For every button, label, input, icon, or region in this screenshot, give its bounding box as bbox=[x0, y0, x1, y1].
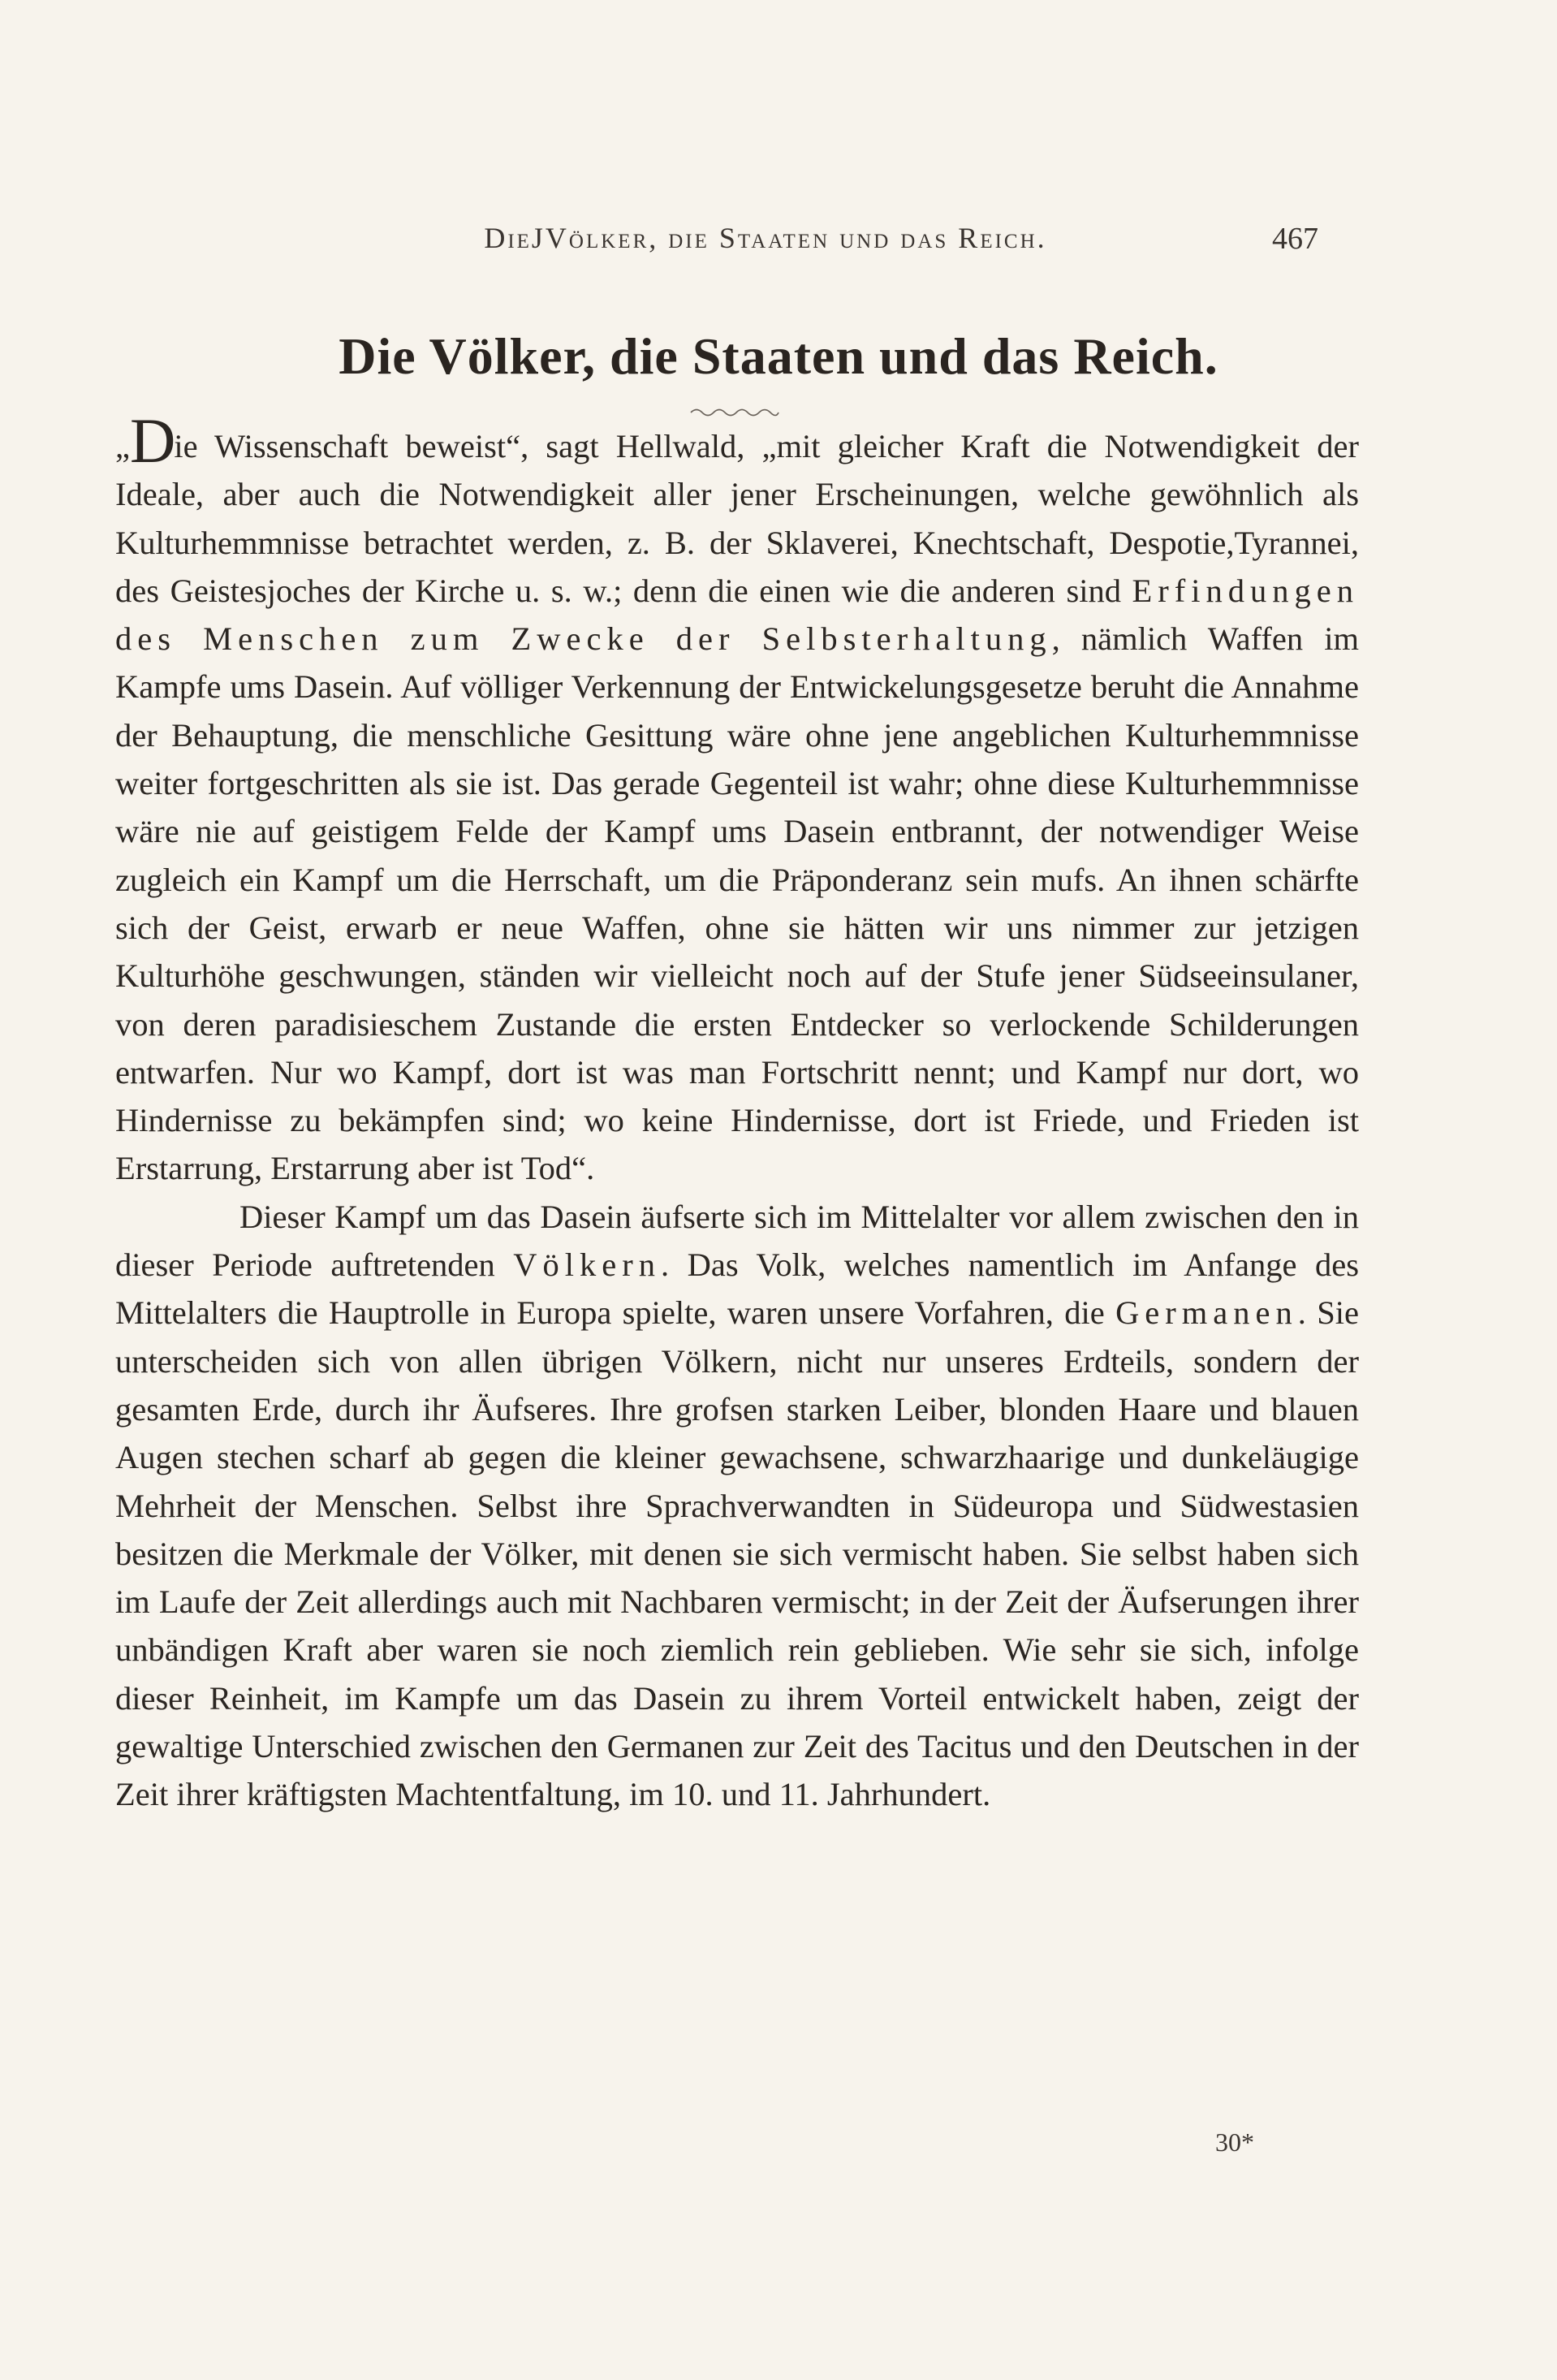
running-title: DieJVölker, die Staaten und das Reich. bbox=[484, 222, 1047, 254]
paragraph-1-emphasis: Erfindungen des Menschen zum Zwecke der Selbsterhaltung bbox=[115, 572, 1359, 658]
paragraph-2-emphasis-voelkern: Völkern bbox=[513, 1246, 661, 1284]
paragraph-2 bbox=[115, 1193, 1359, 1819]
paragraph-1-text-b: , nämlich Waffen im Kampfe ums Dasein. Auf völliger Verkennung der Entwickelungsgesetze beruht die Annahme der Behauptung, die menschliche Gesittung wäre ohne jene angeblichen Kulturhemmnisse weiter fortgeschritten als sie ist. Das gerade Gegenteil ist wahr; ohne diese Kulturhemmnisse wäre nie auf geistigem Felde der Kampf ums Dasein entbrannt, der notwendiger Weise zugleich ein Kampf um die Herrschaft, um die Präponderanz sein mufs. An ihnen schärfte sich der Geist, erwarb er neue Waffen, ohne sie hätten wir uns nimmer zur jetzigen Kulturhöhe geschwungen, ständen wir vielleicht noch auf der Stufe jener Südseeinsulaner, von deren paradisieschem Zustande die ersten Entdecker so verlockende Schilderungen entwarfen. Nur wo Kampf, dort ist was man Fortschritt nennt; und Kampf nur dort, wo Hindernisse zu bekämpfen sind; wo keine Hindernisse, dort ist Friede, und Frieden ist Erstarrung, Erstarrung aber ist Tod“. bbox=[115, 620, 1359, 1187]
body-text bbox=[115, 405, 1359, 1819]
paragraph-2-text-a: Dieser Kampf um das Dasein äufserte sich im Mittelalter vor allem zwischen den in dieser Periode auftretenden bbox=[115, 1198, 1359, 1284]
open-quote: „ bbox=[115, 428, 130, 464]
paragraph-2-text-b: . Das Volk, welches namentlich im Anfange des Mittelalters die Hauptrolle in Europa spielte, waren unsere Vorfahren, die bbox=[115, 1246, 1359, 1332]
wavy-ornament-icon bbox=[689, 404, 780, 419]
paragraph-2-emphasis-germanen: Germanen bbox=[1115, 1294, 1298, 1332]
paragraph-2-text-c: . Sie unterscheiden sich von allen übrigen Völkern, nicht nur unseres Erdteils, sondern der gesamten Erde, durch ihr Äufseres. Ihre grofsen starken Leiber, blonden Haare und blauen Augen stechen scharf ab gegen die kleiner gewachsene, schwarzhaarige und dunkeläugige Mehrheit der Menschen. Selbst ihre Sprachverwandten in Südeuropa und Südwestasien besitzen die Merkmale der Völker, mit denen sie sich vermischt haben. Sie selbst haben sich im Laufe der Zeit allerdings auch mit Nachbaren vermischt; in der Zeit der Äufserungen ihrer unbändigen Kraft aber waren sie noch ziemlich rein geblieben. Wie sehr sie sich, infolge dieser Reinheit, im Kampfe um das Dasein zu ihrem Vorteil entwickelt haben, zeigt der gewaltige Unterschied zwischen den Germanen zur Zeit des Tacitus und den Deutschen in der Zeit ihrer kräftigsten Machtentfaltung, im 10. und 11. Jahrhundert. bbox=[115, 1294, 1359, 1813]
running-head bbox=[213, 221, 1318, 270]
paragraph-1 bbox=[115, 405, 1359, 1193]
chapter-title: Die Völker, die Staaten und das Reich. bbox=[339, 327, 1218, 385]
paragraph-1-text-a: ie Wissenschaft beweist“, sagt Hellwald, „mit gleicher Kraft die Notwendigkeit der Ideale, aber auch die Notwendigkeit aller jener Erscheinungen, welche gewöhnlich als Kulturhemmnisse betrachtet werden, z. B. der Sklaverei, Knechtschaft, Despotie,Tyrannei, des Geistesjoches der Kirche u. s. w.; denn die einen wie die anderen sind bbox=[115, 428, 1359, 609]
page-number: 467 bbox=[1272, 222, 1318, 256]
drop-cap: D bbox=[129, 405, 175, 476]
signature-mark: 30* bbox=[1215, 2127, 1254, 2157]
